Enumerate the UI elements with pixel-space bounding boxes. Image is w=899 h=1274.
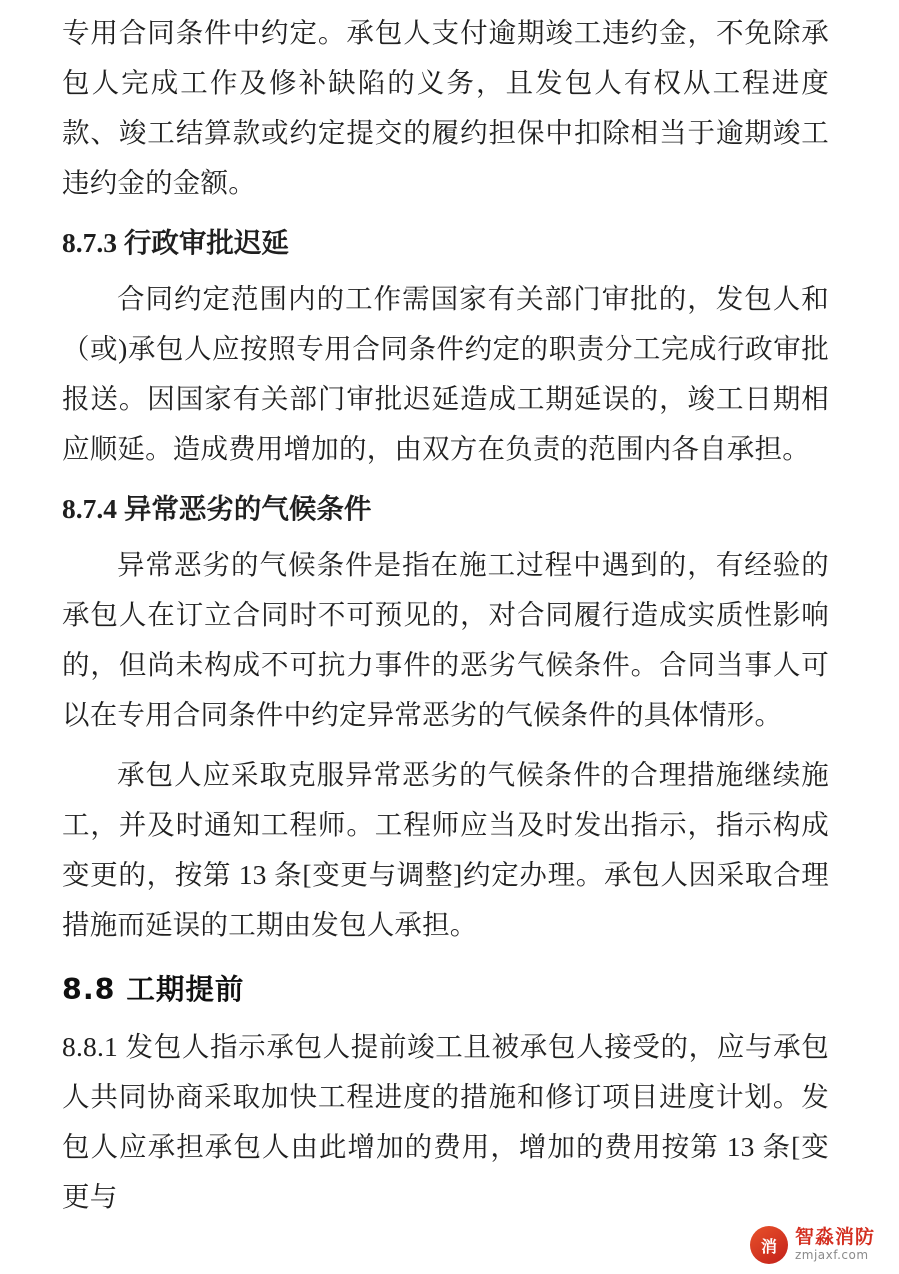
- spacer: [62, 208, 829, 218]
- heading-8-8: 8.8 工期提前: [62, 973, 245, 1006]
- spacer: [62, 474, 829, 484]
- heading-8-7-3: 8.7.3 行政审批迟延: [62, 227, 289, 258]
- paragraph-intro: 专用合同条件中约定。承包人支付逾期竣工违约金，不免除承包人完成工作及修补缺陷的义务，且发包人有权从工程进度款、竣工结算款或约定提交的履约担保中扣除相当于逾期竣工违约金的金额。: [62, 17, 829, 198]
- heading-8-7-4: 8.7.4 异常恶劣的气候条件: [62, 493, 372, 524]
- paragraph-8-7-3: 合同约定范围内的工作需国家有关部门审批的，发包人和（或)承包人应按照专用合同条件约定的职责分工完成行政审批报送。因国家有关部门审批迟延造成工期延误的，竣工日期相应顺延。造成费用增加的，由双方在负责的范围内各自承担。: [62, 283, 829, 464]
- watermark-title: 智淼消防: [794, 1226, 875, 1249]
- watermark-badge-icon: 消: [750, 1226, 788, 1264]
- paragraph-8-8-1: 8.8.1 发包人指示承包人提前竣工且被承包人接受的，应与承包人共同协商采取加快工程进度的措施和修订项目进度计划。发包人应承担承包人由此增加的费用，增加的费用按第 13 条[变更与: [62, 1031, 829, 1212]
- paragraph-8-7-4-1: 异常恶劣的气候条件是指在施工过程中遇到的，有经验的承包人在订立合同时不可预见的，对合同履行造成实质性影响的，但尚未构成不可抗力事件的恶劣气候条件。合同当事人可以在专用合同条件中约定异常恶劣的气候条件的具体情形。: [62, 549, 829, 730]
- spacer: [62, 950, 829, 964]
- paragraph-8-7-4-2: 承包人应采取克服异常恶劣的气候条件的合理措施继续施工，并及时通知工程师。工程师应当及时发出指示，指示构成变更的，按第 13 条[变更与调整]约定办理。承包人因采取合理措施而延误的工期由发包人承担。: [62, 759, 829, 940]
- spacer: [62, 740, 829, 750]
- watermark: [750, 1226, 875, 1264]
- watermark-subtitle: zmjaxf.com: [794, 1248, 869, 1263]
- watermark-text: [795, 1227, 875, 1263]
